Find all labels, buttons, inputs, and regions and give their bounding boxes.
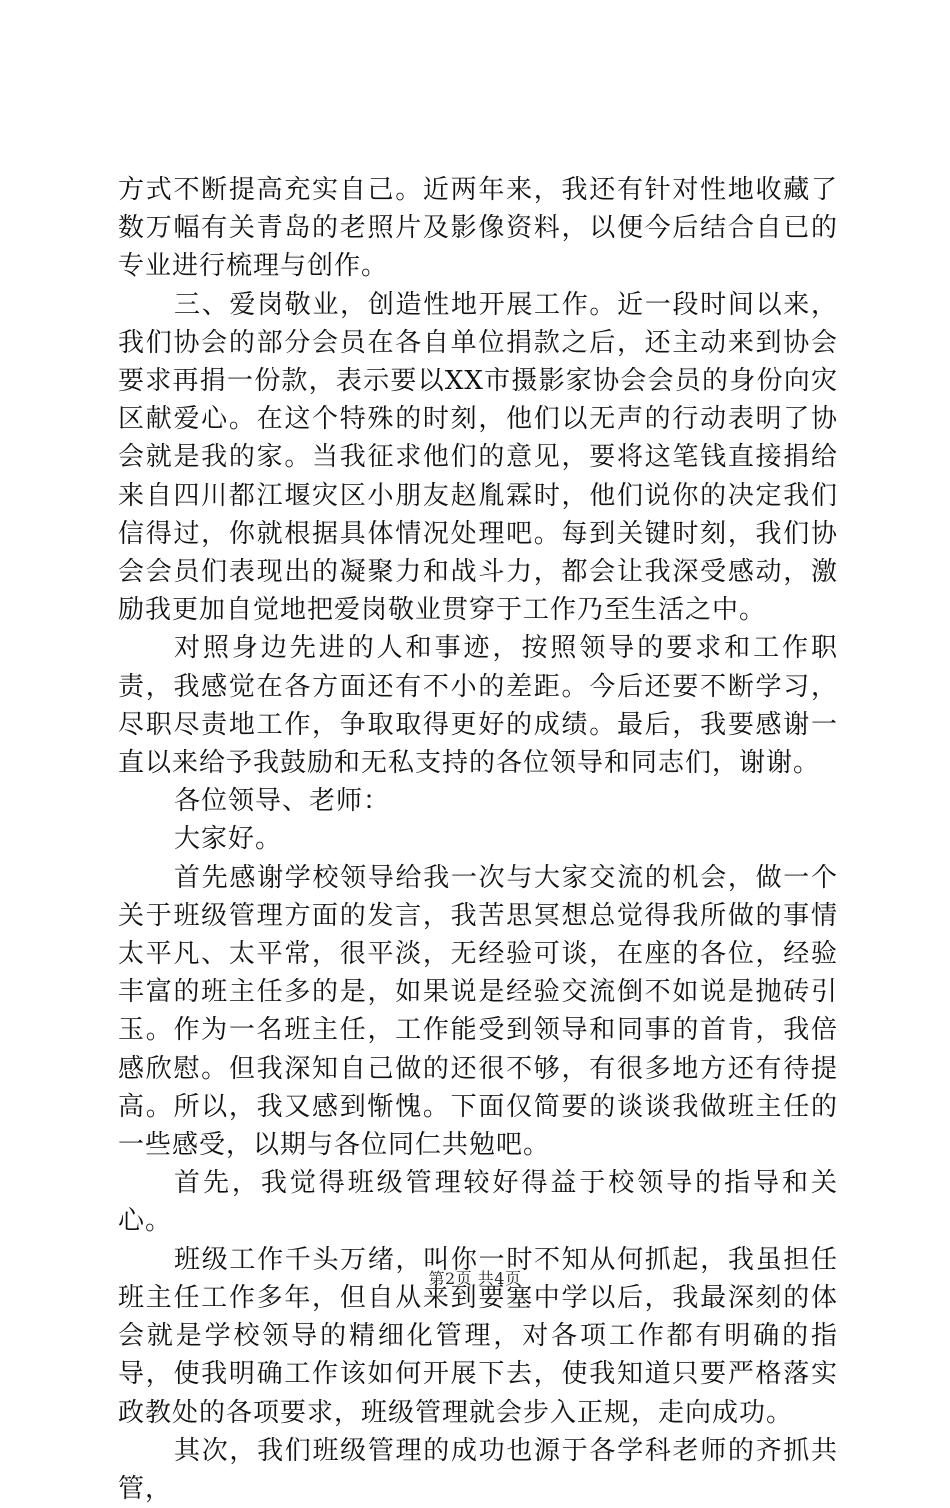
paragraph-second-point: 其次，我们班级管理的成功也源于各学科老师的齐抓共管， <box>118 1435 838 1504</box>
page-footer: 第2页 共4页 <box>428 1269 522 1288</box>
paragraph-salutation: 各位领导、老师： <box>174 786 391 817</box>
paragraph-first-point: 首先，我觉得班级管理较好得益于校领导的指导和关心。 <box>118 1168 838 1237</box>
paragraph-closing: 对照身边先进的人和事迹，按照领导的要求和工作职责，我感觉在各方面还有不小的差距。今后还要不断学习，尽职尽责地工作，争取取得更好的成绩。最后，我要感谢一直以来给予我鼓励和无私支持的各位领导和同志们，谢谢。 <box>118 633 838 779</box>
paragraph-continuation: 方式不断提高充实自己。近两年来，我还有针对性地收藏了数万幅有关青岛的老照片及影像资料，以便今后结合自已的专业进行梳理与创作。 <box>118 175 838 282</box>
paragraph-class-work: 班级工作千头万绪，叫你一时不知从何抓起，我虽担任班主任工作多年，但自从来到要塞中学以后，我最深刻的体会就是学校领导的精细化管理，对各项工作都有明确的指导，使我明确工作该如何开展下去，使我知道只要严格落实政教处的各项要求，班级管理就会步入正规，走向成功。 <box>118 1244 838 1428</box>
paragraph-dedication: 三、爱岗敬业，创造性地开展工作。近一段时间以来，我们协会的部分会员在各自单位捐款之后，还主动来到协会要求再捐一份款，表示要以XX市摄影家协会会员的身份向灾区献爱心。在这个特殊的时刻，他们以无声的行动表明了协会就是我的家。当我征求他们的意见，要将这笔钱直接捐给来自四川都江堰灾区小朋友赵胤霖时，他们说你的决定我们信得过，你就根据具体情况处理吧。每到关键时刻，我们协会会员们表现出的凝聚力和战斗力，都会让我深受感动，激励我更加自觉地把爱岗敬业贯穿于工作乃至生活之中。 <box>118 289 838 626</box>
paragraph-introduction: 首先感谢学校领导给我一次与大家交流的机会，做一个关于班级管理方面的发言，我苦思冥想总觉得我所做的事情太平凡、太平常，很平淡，无经验可谈，在座的各位，经验丰富的班主任多的是，如果说是经验交流倒不如说是抛砖引玉。作为一名班主任，工作能受到领导和同事的首肯，我倍感欣慰。但我深知自己做的还很不够，有很多地方还有待提高。所以，我又感到惭愧。下面仅简要的谈谈我做班主任的一些感受，以期与各位同仁共勉吧。 <box>118 862 838 1161</box>
paragraph-greeting: 大家好。 <box>174 824 283 855</box>
document-body <box>118 171 838 1508</box>
